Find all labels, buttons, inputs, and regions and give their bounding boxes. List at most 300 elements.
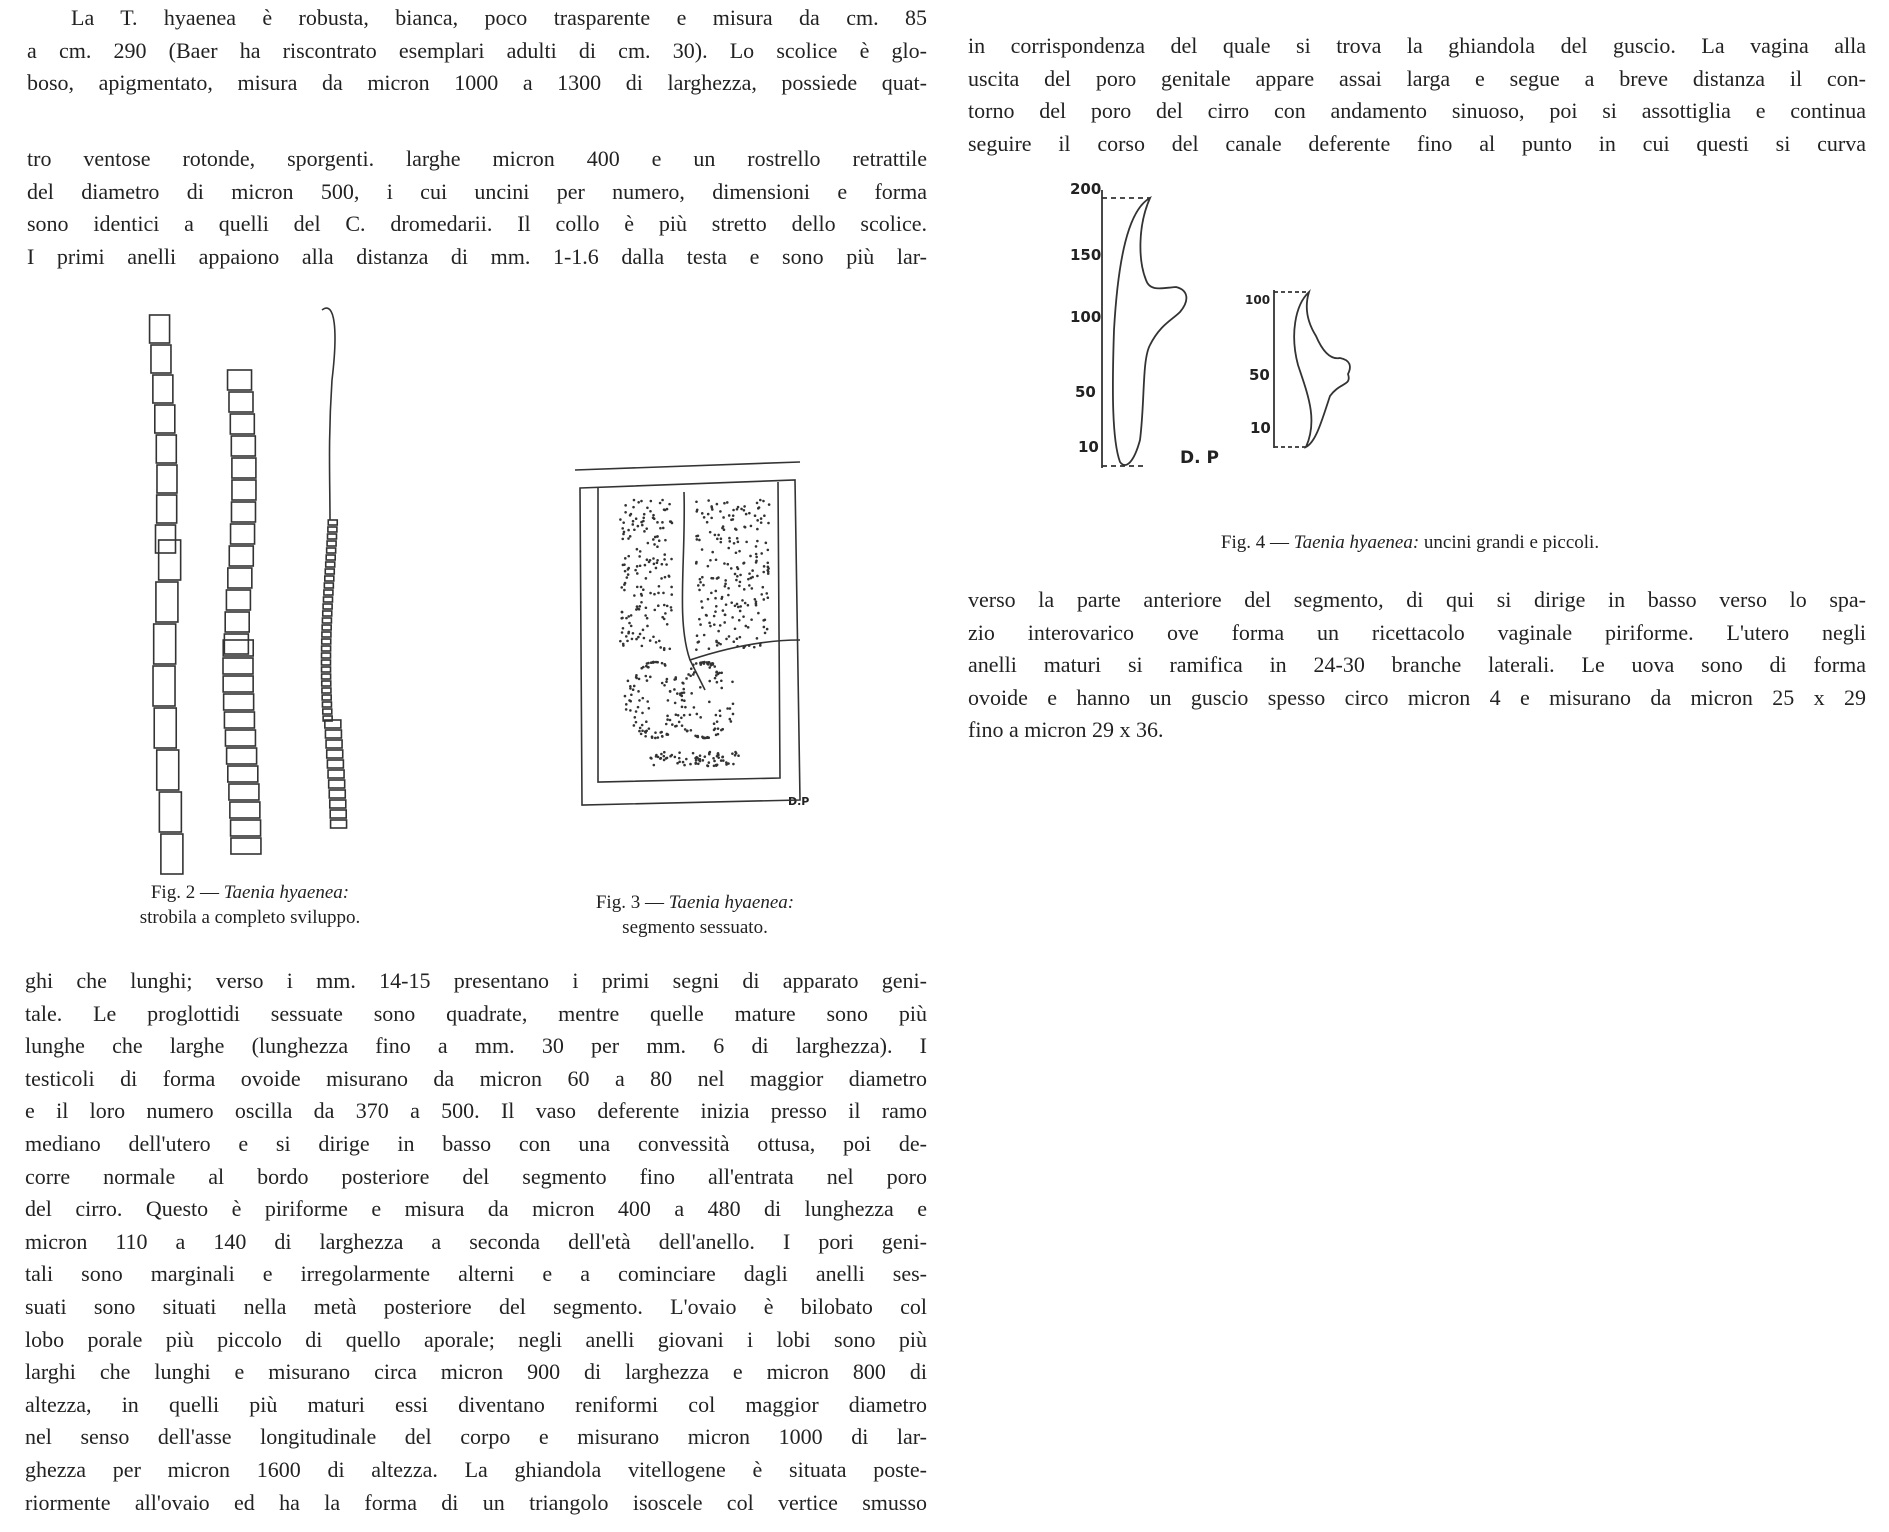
stipple-dot <box>650 661 653 664</box>
stipple-dot <box>682 688 685 691</box>
text-line: del cirro. Questo è piriforme e misura da micron 400 a 480 di lunghezza e <box>25 1196 927 1222</box>
proglottid <box>224 634 248 654</box>
stipple-dot <box>640 733 643 736</box>
stipple-dot <box>640 521 643 524</box>
stipple-dot <box>732 763 735 766</box>
stipple-dot <box>679 694 682 697</box>
stipple-dot <box>627 555 630 558</box>
stipple-dot <box>735 579 738 582</box>
stipple-dot <box>697 534 700 537</box>
stipple-dot <box>684 706 687 709</box>
stipple-dot <box>708 680 711 683</box>
stipple-dot <box>649 571 652 574</box>
stipple-dot <box>668 574 671 577</box>
proglottid <box>231 524 255 544</box>
stipple-dot <box>661 735 664 738</box>
stipple-dot <box>673 678 676 681</box>
stipple-dot <box>639 727 642 730</box>
stipple-dot <box>635 721 638 724</box>
stipple-dot <box>727 547 730 550</box>
stipple-dot <box>735 551 738 554</box>
stipple-dot <box>644 730 647 733</box>
stipple-dot <box>743 525 746 528</box>
stipple-dot <box>658 539 661 542</box>
stipple-dot <box>748 512 751 515</box>
stipple-dot <box>696 713 699 716</box>
stipple-dot <box>759 642 762 645</box>
stipple-dot <box>713 623 716 626</box>
stipple-dot <box>708 647 711 650</box>
stipple-dot <box>754 598 757 601</box>
stipple-dot <box>621 527 624 530</box>
stipple-dot <box>765 592 768 595</box>
stipple-dot <box>712 662 715 665</box>
stipple-dot <box>733 542 736 545</box>
stipple-dot <box>695 500 698 503</box>
stipple-dot <box>629 685 632 688</box>
proglottid <box>326 740 342 748</box>
stipple-dot <box>725 763 728 766</box>
stipple-dot <box>737 541 740 544</box>
stipple-dot <box>681 681 684 684</box>
stipple-dot <box>658 585 661 588</box>
stipple-dot <box>700 661 703 664</box>
stipple-dot <box>766 628 769 631</box>
stipple-dot <box>644 731 647 734</box>
stipple-dot <box>699 662 702 665</box>
fig2-description: strobila a completo sviluppo. <box>139 907 361 928</box>
stipple-dot <box>709 559 712 562</box>
stipple-dot <box>731 752 734 755</box>
proglottid <box>228 370 252 390</box>
stipple-dot <box>695 562 698 565</box>
left-text-top <box>27 2 927 100</box>
stipple-dot <box>659 646 662 649</box>
proglottid <box>325 730 341 738</box>
strobila-3-neck <box>322 308 335 520</box>
stipple-dot <box>703 516 706 519</box>
proglottid <box>161 834 183 874</box>
stipple-dot <box>650 500 653 503</box>
stipple-dot <box>623 531 626 534</box>
segment-prev-border <box>575 462 800 470</box>
proglottid <box>328 520 337 525</box>
stipple-dot <box>736 637 739 640</box>
text-line: ghezza per micron 1600 di altezza. La ghiandola vitellogene è situata poste- <box>25 1456 927 1482</box>
proglottid <box>328 770 344 778</box>
stipple-dot <box>704 737 707 740</box>
stipple-dot <box>652 661 655 664</box>
stipple-dot <box>624 695 627 698</box>
stipple-dot <box>633 499 636 502</box>
stipple-dot <box>762 571 765 574</box>
stipple-dot <box>625 635 628 638</box>
stipple-dot <box>659 757 662 760</box>
stipple-dot <box>632 688 635 691</box>
stipple-dot <box>664 664 667 667</box>
stipple-dot <box>731 616 734 619</box>
stipple-dot <box>661 563 664 566</box>
stipple-dot <box>622 564 625 567</box>
stipple-dot <box>696 735 699 738</box>
stipple-dot <box>715 764 718 767</box>
stipple-dot <box>764 632 767 635</box>
stipple-dot <box>636 605 639 608</box>
stipple-dot <box>700 600 703 603</box>
stipple-dot <box>682 682 685 685</box>
strobila-3-middle <box>322 520 338 721</box>
proglottid <box>329 780 345 788</box>
proglottid <box>229 392 253 412</box>
stipple-dot <box>635 677 638 680</box>
stipple-dot <box>742 646 745 649</box>
stipple-dot <box>681 699 684 702</box>
proglottid <box>327 548 336 553</box>
stipple-dot <box>719 510 722 513</box>
stipple-dot <box>699 754 702 757</box>
stipple-dot <box>742 562 745 565</box>
stipple-dot <box>680 716 683 719</box>
proglottid <box>159 540 181 580</box>
text-line: tro ventose rotonde, sporgenti. larghe micron 400 e un rostrello retrattile <box>27 146 927 171</box>
stipple-dot <box>656 535 659 538</box>
stipple-dot <box>663 663 666 666</box>
stipple-dot <box>723 562 726 565</box>
stipple-dot <box>745 541 748 544</box>
stipple-dot <box>643 530 646 533</box>
stipple-dot <box>764 619 767 622</box>
stipple-dot <box>622 627 625 630</box>
stipple-dot <box>651 736 654 739</box>
text-line: del diametro di micron 500, i cui uncini per numero, dimensioni e forma <box>27 178 927 204</box>
stipple-dot <box>640 593 643 596</box>
stipple-dot <box>639 550 642 553</box>
proglottid <box>225 612 249 632</box>
stipple-dot <box>646 507 649 510</box>
stipple-dot <box>623 563 626 566</box>
stipple-dot <box>736 508 739 511</box>
large-scale-150: 150 <box>1070 246 1102 264</box>
proglottid <box>156 582 178 622</box>
stipple-dot <box>668 575 671 578</box>
stipple-dot <box>645 527 648 530</box>
text-line: seguire il corso del canale deferente fino al punto in cui questi si curva <box>968 130 1866 156</box>
stipple-dot <box>715 640 718 643</box>
stipple-dot <box>664 576 667 579</box>
stipple-dot <box>739 605 742 608</box>
stipple-dot <box>645 665 648 668</box>
stipple-dot <box>730 518 733 521</box>
text-line: lobo porale più piccolo di quello aporale; negli anelli giovani i lobi sono più <box>25 1326 927 1352</box>
stipple-dot <box>671 754 674 757</box>
large-scale-200: 200 <box>1070 180 1102 198</box>
stipple-dot <box>767 566 770 569</box>
proglottid <box>322 625 331 630</box>
stipple-dot <box>662 527 665 530</box>
stipple-dot <box>653 593 656 596</box>
stipple-dot <box>738 550 741 553</box>
stipple-dot <box>722 609 725 612</box>
stipple-dot <box>626 576 629 579</box>
text-line: e il loro numero oscilla da 370 a 500. Il vaso deferente inizia presso il ramo <box>25 1098 927 1124</box>
proglottid <box>224 712 254 728</box>
left-text-bottom <box>25 965 927 1519</box>
stipple-dot <box>649 510 652 513</box>
stipple-dot <box>646 662 649 665</box>
stipple-dot <box>707 513 710 516</box>
stipple-dot <box>755 556 758 559</box>
stipple-dot <box>720 729 723 732</box>
stipple-dot <box>714 610 717 613</box>
stipple-dot <box>635 710 638 713</box>
proglottid <box>223 658 253 674</box>
stipple-dot <box>707 565 710 568</box>
stipple-dot <box>633 594 636 597</box>
stipple-dot <box>636 548 639 551</box>
stipple-dot <box>671 723 674 726</box>
proglottid <box>230 802 260 818</box>
stipple-dot <box>706 764 709 767</box>
stipple-dot <box>650 757 653 760</box>
stipple-dot <box>669 719 672 722</box>
stipple-dot <box>725 638 728 641</box>
stipple-dot <box>681 724 684 727</box>
stipple-dot <box>683 764 686 767</box>
stipple-dot <box>641 712 644 715</box>
stipple-dot <box>732 518 735 521</box>
stipple-dot <box>754 514 757 517</box>
stipple-dot <box>753 646 756 649</box>
stipple-dot <box>649 757 652 760</box>
stipple-dot <box>635 638 638 641</box>
text-line: ovoide e hanno un guscio spesso circo micron 4 e misurano da micron 25 x 29 <box>968 684 1866 710</box>
stipple-dot <box>664 663 667 666</box>
stipple-dot <box>646 617 649 620</box>
stipple-dot <box>659 731 662 734</box>
stipple-dot <box>721 527 724 530</box>
stipple-dot <box>695 535 698 538</box>
stipple-dot <box>681 706 684 709</box>
stipple-dot <box>695 561 698 564</box>
stipple-dot <box>734 605 737 608</box>
stipple-dot <box>621 538 624 541</box>
stipple-dot <box>665 563 668 566</box>
stipple-dot <box>636 572 639 575</box>
stipple-dot <box>715 605 718 608</box>
stipple-dot <box>624 557 627 560</box>
stipple-dot <box>743 509 746 512</box>
stipple-dot <box>711 508 714 511</box>
stipple-dot <box>687 673 690 676</box>
stipple-dot <box>756 502 759 505</box>
stipple-dot <box>730 601 733 604</box>
stipple-dot <box>697 736 700 739</box>
proglottid <box>223 676 253 692</box>
stipple-dot <box>645 729 648 732</box>
stipple-dot <box>739 574 742 577</box>
stipple-dot <box>719 709 722 712</box>
stipple-dot <box>638 608 641 611</box>
fig3-label: Fig. 3 — <box>595 892 664 913</box>
stipple-dot <box>734 627 737 630</box>
stipple-dot <box>715 764 718 767</box>
proglottid <box>157 465 177 493</box>
stipple-dot <box>748 644 751 647</box>
stipple-dot <box>634 569 637 572</box>
stipple-dot <box>763 565 766 568</box>
stipple-dot <box>676 762 679 765</box>
stipple-dot <box>714 597 717 600</box>
stipple-dot <box>705 614 708 617</box>
stipple-dot <box>622 644 625 647</box>
stipple-dot <box>742 615 745 618</box>
stipple-dot <box>732 713 735 716</box>
stipple-dot <box>713 722 716 725</box>
stipple-dot <box>727 594 730 597</box>
stipple-dot <box>653 563 656 566</box>
stipple-dot <box>701 576 704 579</box>
stipple-dot <box>719 714 722 717</box>
stipple-dot <box>701 736 704 739</box>
stipple-dot <box>703 661 706 664</box>
stipple-dot <box>706 661 709 664</box>
stipple-dot <box>710 517 713 520</box>
stipple-dot <box>729 707 732 710</box>
text-line: lunghe che larghe (lunghezza fino a mm. 30 per mm. 6 di larghezza). I <box>25 1033 927 1059</box>
text-line: tale. Le proglottidi sessuate sono quadrate, mentre quelle mature sono più <box>25 1000 927 1026</box>
stipple-dot <box>722 516 725 519</box>
stipple-dot <box>725 761 728 764</box>
stipple-dot <box>708 752 711 755</box>
stipple-dot <box>642 516 645 519</box>
stipple-dot <box>683 699 686 702</box>
stipple-dot <box>666 678 669 681</box>
stipple-dot <box>657 756 660 759</box>
stipple-dot <box>645 577 648 580</box>
large-hook <box>1113 198 1187 465</box>
stipple-dot <box>627 680 630 683</box>
stipple-dot <box>701 548 704 551</box>
stipple-dot <box>699 686 702 689</box>
stipple-dot <box>715 641 718 644</box>
stipple-dot <box>693 671 696 674</box>
stipple-dot <box>623 589 626 592</box>
stipple-dot <box>767 522 770 525</box>
stipple-dot <box>683 691 686 694</box>
stipple-dot <box>646 558 649 561</box>
stipple-dot <box>694 762 697 765</box>
proglottid <box>150 315 170 343</box>
proglottid <box>327 750 343 758</box>
stipple-dot <box>720 759 723 762</box>
stipple-dot <box>645 606 648 609</box>
stipple-dot <box>644 735 647 738</box>
stipple-dot <box>717 642 720 645</box>
stipple-dot <box>720 671 723 674</box>
proglottid <box>322 653 331 658</box>
stipple-dot <box>645 720 648 723</box>
fig3-species: Taenia hyaenea: <box>668 892 795 913</box>
stipple-dot <box>737 754 740 757</box>
stipple-dot <box>669 755 672 758</box>
stipple-dot <box>694 734 697 737</box>
stipple-dot <box>675 725 678 728</box>
stipple-dot <box>747 626 750 629</box>
stipple-dot <box>671 522 674 525</box>
stipple-dot <box>721 756 724 759</box>
stipple-dot <box>657 592 660 595</box>
proglottid <box>157 495 177 523</box>
stipple-dot <box>702 661 705 664</box>
stipple-dot <box>625 617 628 620</box>
stipple-dot <box>627 632 630 635</box>
stipple-dot <box>734 751 737 754</box>
stipple-dot <box>708 622 711 625</box>
stipple-dot <box>663 751 666 754</box>
fig2-label: Fig. 2 — <box>150 882 219 903</box>
stipple-dot <box>696 509 699 512</box>
stipple-dot <box>642 588 645 591</box>
stipple-dot <box>624 504 627 507</box>
stipple-dot <box>685 677 688 680</box>
stipple-dot <box>739 610 742 613</box>
proglottid <box>229 784 259 800</box>
stipple-dot <box>751 587 754 590</box>
stipple-dot <box>637 501 640 504</box>
stipple-dot <box>621 617 624 620</box>
stipple-dot <box>656 545 659 548</box>
stipple-dot <box>680 695 683 698</box>
fig4-label: Fig. 4 — <box>1220 532 1289 553</box>
stipple-dot <box>656 535 659 538</box>
stipple-dot <box>766 569 769 572</box>
stipple-dot <box>730 567 733 570</box>
stipple-dot <box>750 525 753 528</box>
stipple-dot <box>660 577 663 580</box>
stipple-dot <box>644 564 647 567</box>
stipple-dot <box>641 724 644 727</box>
stipple-dot <box>621 611 624 614</box>
stipple-dot <box>715 734 718 737</box>
text-line: a cm. 290 (Baer ha riscontrato esemplari adulti di cm. 30). Lo scolice è glo- <box>27 37 927 63</box>
stipple-dot <box>713 615 716 618</box>
stipple-dot <box>743 505 746 508</box>
fig3-description: segmento sessuato. <box>622 917 768 938</box>
stipple-dot <box>664 539 667 542</box>
stipple-dot <box>703 737 706 740</box>
stipple-dot <box>717 534 720 537</box>
stipple-dot <box>652 661 655 664</box>
stipple-dot <box>638 699 641 702</box>
stipple-dot <box>723 502 726 505</box>
stipple-dot <box>748 572 751 575</box>
stipple-dot <box>670 593 673 596</box>
stipple-dot <box>668 503 671 506</box>
stipple-dot <box>759 499 762 502</box>
stipple-dot <box>715 714 718 717</box>
segment-inner <box>598 482 780 782</box>
stipple-dot <box>670 606 673 609</box>
stipple-dot <box>703 634 706 637</box>
stipple-dot <box>731 680 734 683</box>
stipple-dot <box>663 618 666 621</box>
stipple-dot <box>755 600 758 603</box>
stipple-dot <box>644 675 647 678</box>
stipple-dot <box>755 553 758 556</box>
stipple-dot <box>628 699 631 702</box>
stipple-dot <box>747 578 750 581</box>
stipple-dot <box>635 674 638 677</box>
